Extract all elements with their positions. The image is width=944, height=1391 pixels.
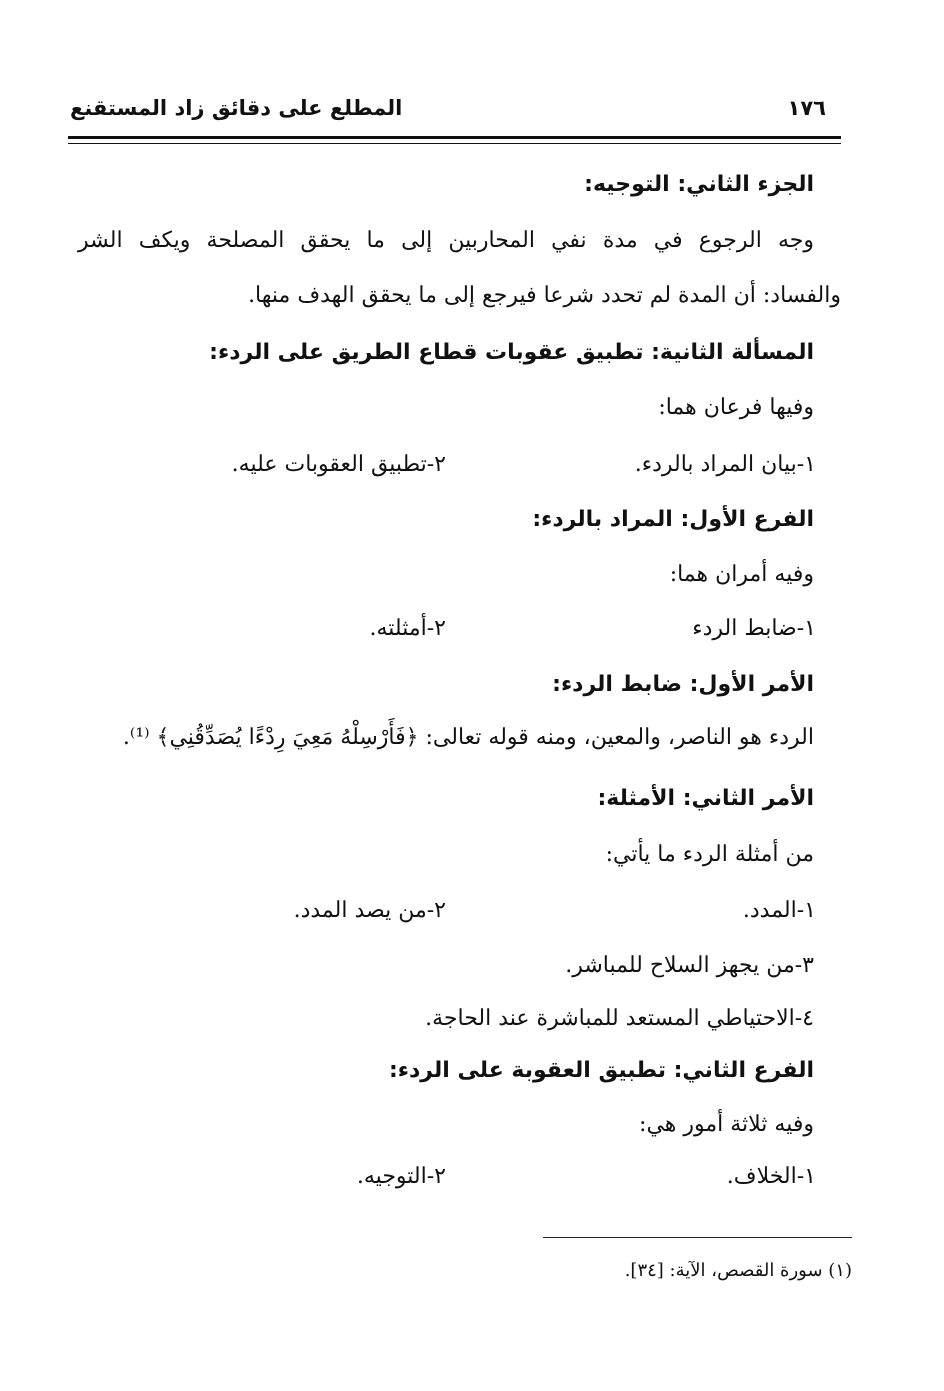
issue2-heading: المسألة الثانية: تطبيق عقوبات قطاع الطريق على الردء: <box>209 340 814 365</box>
branch2-item1: ١-الخلاف. <box>726 1164 816 1189</box>
part2-line2: والفساد: أن المدة لم تحدد شرعا فيرجع إلى ما يحقق الهدف منها. <box>248 283 841 308</box>
footnote-1: (١) سورة القصص، الآية: [٣٤]. <box>624 1260 852 1281</box>
part2-heading: الجزء الثاني: التوجيه: <box>584 172 814 197</box>
branch1-heading: الفرع الأول: المراد بالردء: <box>532 507 814 532</box>
branch1-item2: ٢-أمثلته. <box>369 616 446 641</box>
header-rule-thick <box>68 136 841 139</box>
matter2-item3: ٣-من يجهز السلاح للمباشر. <box>565 953 814 978</box>
part2-line1: وجه الرجوع في مدة نفي المحاربين إلى ما يحقق المصلحة ويكف الشر <box>78 228 814 253</box>
branch1-item1: ١-ضابط الردء <box>692 616 816 641</box>
matter2-item2: ٢-من يصد المدد. <box>293 898 446 923</box>
header-rule-thin <box>68 143 841 144</box>
branch2-item2: ٢-التوجيه. <box>356 1164 446 1189</box>
issue2-item1: ١-بيان المراد بالردء. <box>634 452 816 477</box>
footnote-rule <box>543 1237 852 1238</box>
branch2-intro: وفيه ثلاثة أمور هي: <box>639 1112 814 1137</box>
issue2-item2: ٢-تطبيق العقوبات عليه. <box>231 452 446 477</box>
branch2-heading: الفرع الثاني: تطبيق العقوبة على الردء: <box>388 1058 814 1083</box>
branch1-intro: وفيه أمران هما: <box>669 562 814 587</box>
matter2-item4: ٤-الاحتياطي المستعد للمباشرة عند الحاجة. <box>425 1006 814 1031</box>
matter1-text: الردء هو الناصر، والمعين، ومنه قوله تعالى: ﴿فَأَرْسِلْهُ مَعِيَ رِدْءًا يُصَدِّقُنِي﴾ ⁽¹⁾. <box>122 725 814 750</box>
running-header-title: المطلع على دقائق زاد المستقنع <box>70 96 403 120</box>
page-number: ١٧٦ <box>787 96 826 120</box>
matter2-item1: ١-المدد. <box>742 898 816 923</box>
matter1-heading: الأمر الأول: ضابط الردء: <box>552 672 814 697</box>
matter2-intro: من أمثلة الردء ما يأتي: <box>605 842 814 867</box>
issue2-intro: وفيها فرعان هما: <box>658 395 814 420</box>
matter2-heading: الأمر الثاني: الأمثلة: <box>597 786 814 811</box>
